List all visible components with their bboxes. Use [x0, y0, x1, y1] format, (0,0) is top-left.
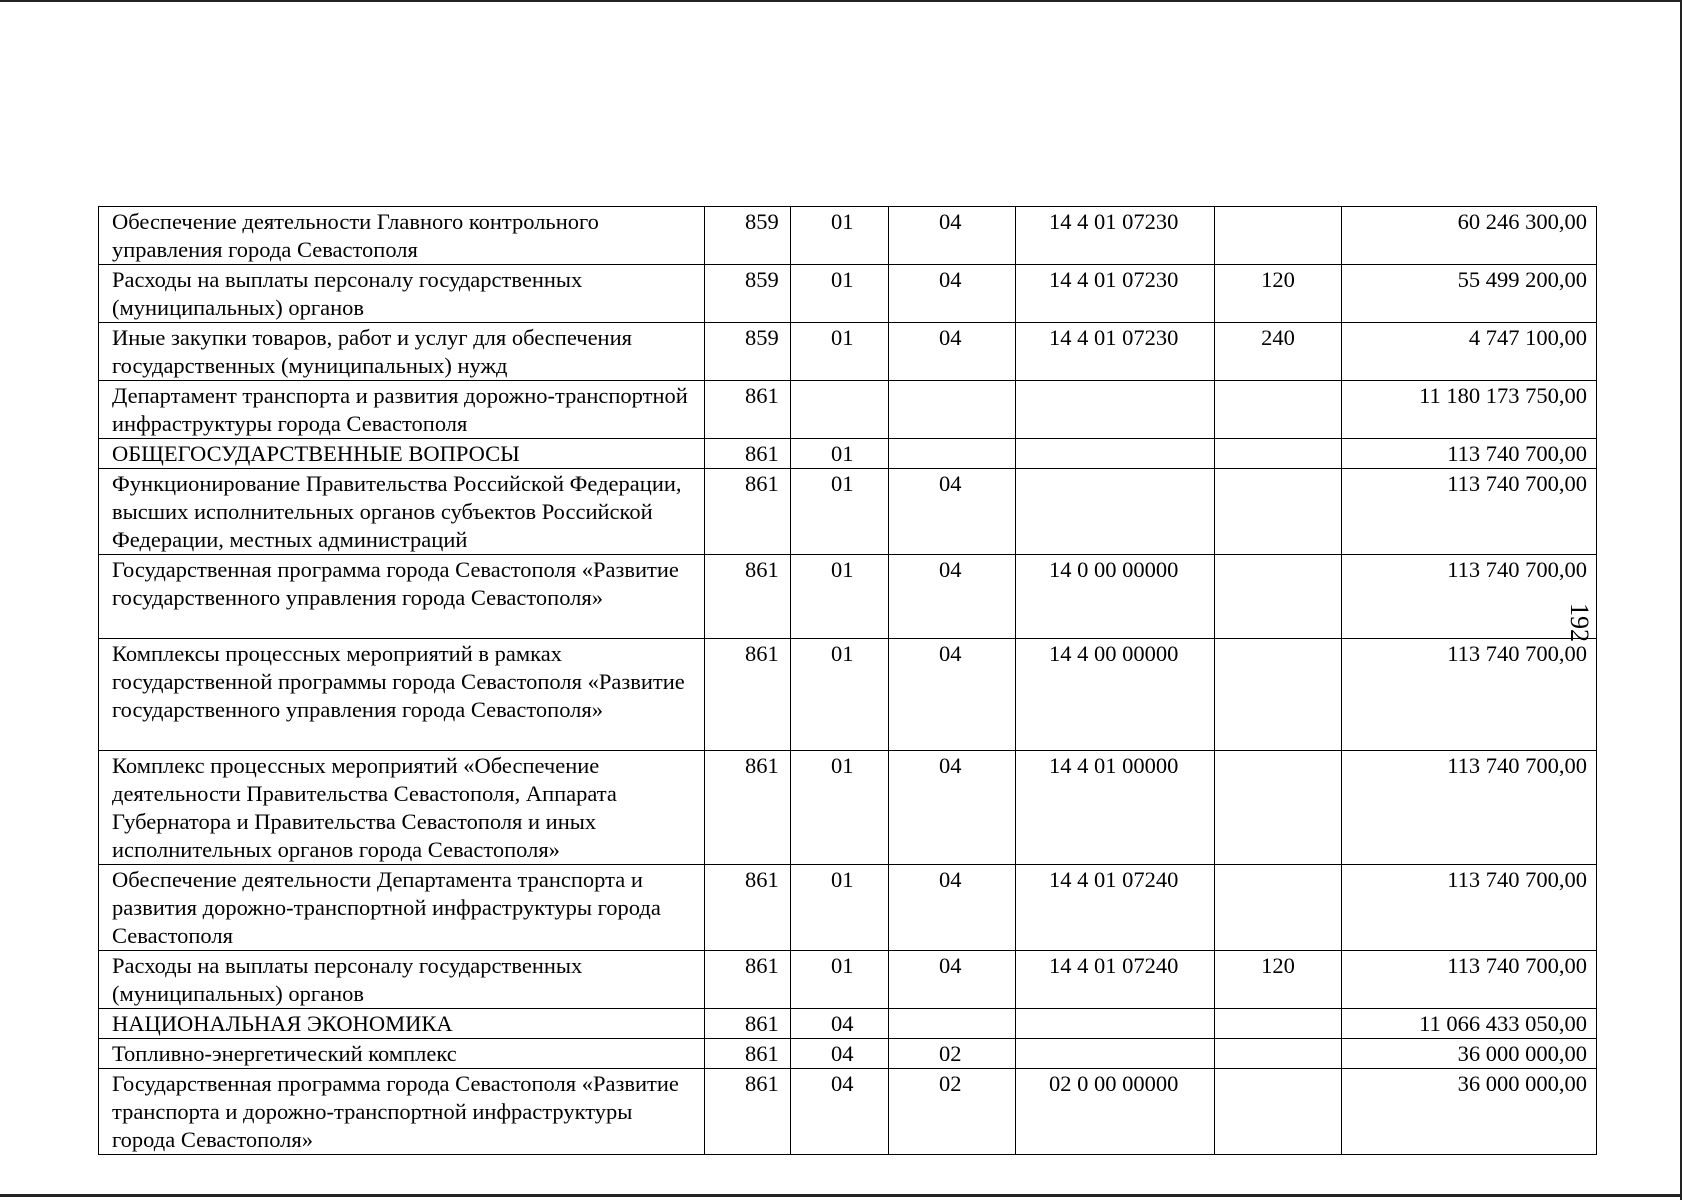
row-pr: 04 [889, 555, 1016, 639]
row-pr: 02 [889, 1039, 1016, 1069]
row-vr [1215, 439, 1342, 469]
table-row [99, 639, 1597, 751]
row-vr [1215, 751, 1342, 865]
row-vr [1215, 1009, 1342, 1039]
row-pr [889, 381, 1016, 439]
row-rz: 04 [791, 1039, 889, 1069]
row-vr: 120 [1215, 951, 1342, 1009]
row-rz: 01 [791, 865, 889, 951]
row-amount: 4 747 100,00 [1342, 323, 1597, 381]
row-rz [791, 381, 889, 439]
row-rz: 01 [791, 207, 889, 265]
row-csr: 14 4 01 07230 [1016, 265, 1215, 323]
row-amount: 113 740 700,00 [1342, 469, 1597, 555]
row-csr: 14 0 00 00000 [1016, 555, 1215, 639]
row-name: Расходы на выплаты персоналу государственных (муниципальных) органов [99, 265, 705, 323]
row-rz: 01 [791, 323, 889, 381]
row-pr: 04 [889, 951, 1016, 1009]
row-amount: 36 000 000,00 [1342, 1039, 1597, 1069]
row-rz: 01 [791, 469, 889, 555]
row-gr: 861 [705, 1039, 791, 1069]
row-amount: 11 180 173 750,00 [1342, 381, 1597, 439]
budget-table [98, 206, 1597, 1155]
row-name: НАЦИОНАЛЬНАЯ ЭКОНОМИКА [99, 1009, 705, 1039]
row-gr: 861 [705, 1069, 791, 1155]
row-csr: 14 4 01 07230 [1016, 207, 1215, 265]
row-csr: 02 0 00 00000 [1016, 1069, 1215, 1155]
row-csr: 14 4 01 07230 [1016, 323, 1215, 381]
row-gr: 859 [705, 207, 791, 265]
row-csr: 14 4 01 07240 [1016, 865, 1215, 951]
table-row [99, 265, 1597, 323]
row-pr: 04 [889, 469, 1016, 555]
table-row [99, 207, 1597, 265]
table-row [99, 1069, 1597, 1155]
row-amount: 36 000 000,00 [1342, 1069, 1597, 1155]
row-rz: 01 [791, 555, 889, 639]
table-row [99, 555, 1597, 639]
row-amount: 113 740 700,00 [1342, 951, 1597, 1009]
row-gr: 861 [705, 865, 791, 951]
row-csr: 14 4 01 07240 [1016, 951, 1215, 1009]
row-pr [889, 1009, 1016, 1039]
table-row [99, 469, 1597, 555]
row-vr [1215, 381, 1342, 439]
row-vr [1215, 555, 1342, 639]
row-amount: 113 740 700,00 [1342, 439, 1597, 469]
row-gr: 861 [705, 1009, 791, 1039]
bottom-rule [0, 1194, 1682, 1197]
row-gr: 859 [705, 323, 791, 381]
row-name: Топливно-энергетический комплекс [99, 1039, 705, 1069]
row-csr: 14 4 01 00000 [1016, 751, 1215, 865]
row-vr: 240 [1215, 323, 1342, 381]
row-vr [1215, 865, 1342, 951]
row-pr: 04 [889, 323, 1016, 381]
row-name: Расходы на выплаты персоналу государственных (муниципальных) органов [99, 951, 705, 1009]
row-name: Государственная программа города Севастополя «Развитие транспорта и дорожно-транспортной инфраструктуры города Севастополя» [99, 1069, 705, 1155]
row-gr: 861 [705, 439, 791, 469]
row-gr: 861 [705, 381, 791, 439]
row-name: Обеспечение деятельности Главного контрольного управления города Севастополя [99, 207, 705, 265]
row-name: Государственная программа города Севастополя «Развитие государственного управления города Севастополя» [99, 555, 705, 639]
row-amount: 55 499 200,00 [1342, 265, 1597, 323]
table-row [99, 751, 1597, 865]
table-body [99, 207, 1597, 1155]
row-amount: 113 740 700,00 [1342, 555, 1597, 639]
row-amount: 113 740 700,00 [1342, 865, 1597, 951]
row-gr: 861 [705, 639, 791, 751]
row-rz: 01 [791, 751, 889, 865]
row-pr: 04 [889, 865, 1016, 951]
row-pr: 04 [889, 751, 1016, 865]
row-name: Обеспечение деятельности Департамента транспорта и развития дорожно-транспортной инфраструктуры города Севастополя [99, 865, 705, 951]
row-gr: 861 [705, 555, 791, 639]
row-pr: 04 [889, 207, 1016, 265]
table-row [99, 951, 1597, 1009]
row-csr [1016, 381, 1215, 439]
row-name: Комплекс процессных мероприятий «Обеспечение деятельности Правительства Севастополя, Аппарата Губернатора и Правительства Севастополя и иных исполнительных органов города Севастополя» [99, 751, 705, 865]
table-row [99, 323, 1597, 381]
row-vr [1215, 1039, 1342, 1069]
row-gr: 861 [705, 751, 791, 865]
page-number: 192 [1565, 603, 1594, 642]
row-name: Функционирование Правительства Российской Федерации, высших исполнительных органов субъектов Российской Федерации, местных администраций [99, 469, 705, 555]
row-amount: 113 740 700,00 [1342, 751, 1597, 865]
row-rz: 01 [791, 439, 889, 469]
table-row [99, 439, 1597, 469]
row-name: ОБЩЕГОСУДАРСТВЕННЫЕ ВОПРОСЫ [99, 439, 705, 469]
row-vr [1215, 207, 1342, 265]
table-row [99, 865, 1597, 951]
row-pr: 04 [889, 265, 1016, 323]
row-csr: 14 4 00 00000 [1016, 639, 1215, 751]
row-csr [1016, 1039, 1215, 1069]
row-rz: 01 [791, 265, 889, 323]
row-gr: 861 [705, 469, 791, 555]
row-name: Комплексы процессных мероприятий в рамках государственной программы города Севастополя «Развитие государственного управления города Севастополя» [99, 639, 705, 751]
table-row [99, 1039, 1597, 1069]
row-csr [1016, 469, 1215, 555]
row-pr: 02 [889, 1069, 1016, 1155]
row-amount: 60 246 300,00 [1342, 207, 1597, 265]
row-rz: 01 [791, 639, 889, 751]
table-row [99, 381, 1597, 439]
row-vr [1215, 469, 1342, 555]
row-csr [1016, 439, 1215, 469]
row-rz: 04 [791, 1069, 889, 1155]
row-gr: 859 [705, 265, 791, 323]
row-vr: 120 [1215, 265, 1342, 323]
row-amount: 113 740 700,00 [1342, 639, 1597, 751]
row-name: Иные закупки товаров, работ и услуг для обеспечения государственных (муниципальных) нужд [99, 323, 705, 381]
row-vr [1215, 1069, 1342, 1155]
row-rz: 01 [791, 951, 889, 1009]
row-rz: 04 [791, 1009, 889, 1039]
row-csr [1016, 1009, 1215, 1039]
row-name: Департамент транспорта и развития дорожно-транспортной инфраструктуры города Севастополя [99, 381, 705, 439]
row-pr: 04 [889, 639, 1016, 751]
row-gr: 861 [705, 951, 791, 1009]
row-vr [1215, 639, 1342, 751]
table-row [99, 1009, 1597, 1039]
row-pr [889, 439, 1016, 469]
row-amount: 11 066 433 050,00 [1342, 1009, 1597, 1039]
